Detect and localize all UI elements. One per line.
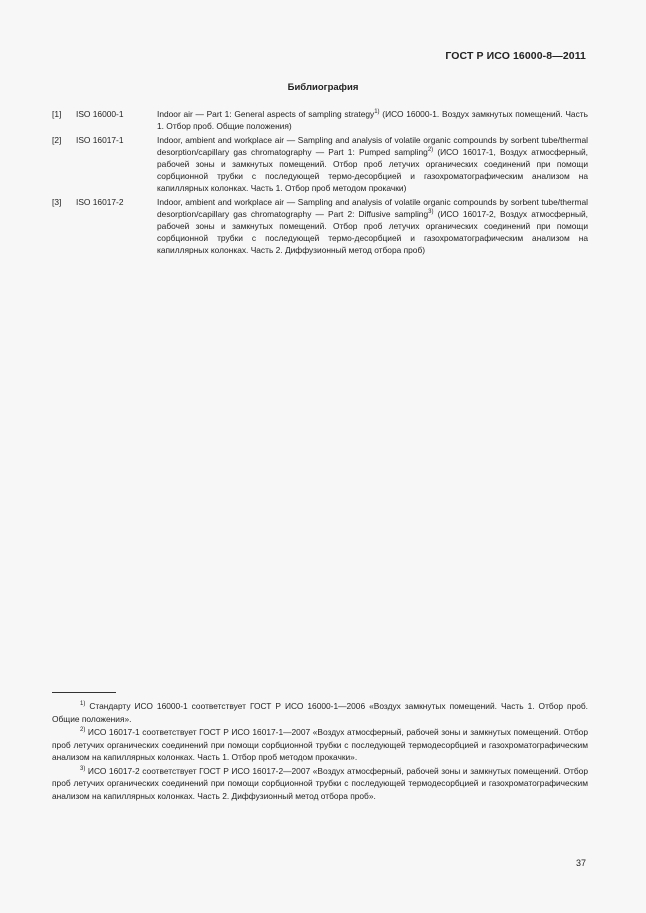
reference-text: [157, 108, 588, 132]
footnote-marker: 1): [80, 701, 86, 707]
footnote-text: Стандарту ИСО 16000-1 соответствует ГОСТ Р ИСО 16000-1—2006 «Воздух замкнутых помещений. Часть 1. Отбор проб. Общие положения».: [52, 701, 588, 724]
reference-text-main: Indoor air — Part 1: General aspects of sampling strategy: [157, 109, 375, 119]
footnote-marker: 3): [80, 765, 86, 772]
reference-item: [52, 108, 588, 132]
standard-header: ГОСТ Р ИСО 16000-8—2011: [445, 50, 586, 62]
footnote: [52, 700, 588, 725]
reference-text: [157, 196, 588, 256]
reference-item: [52, 196, 588, 256]
footnote: [52, 765, 588, 803]
reference-text-translation: (ИСО 16017-1, Воздух атмосферный, рабочей зоны и замкнутых помещений. Отбор проб летучих органических соединений при помощи сорбционной трубки с последующей термо-десорбцией и газохроматографическим анализом на капиллярных колонках. Часть 1. Отбор проб методом прокачки): [157, 147, 588, 193]
footnote-marker: 3): [428, 209, 434, 215]
reference-text-translation: (ИСО 16017-2, Воздух атмосферный, рабочей зоны и замкнутых помещений. Отбор проб летучих органических соединений при помощи сорбционной трубки с последующей термо-десорбцией и газохроматографическим анализом на капиллярных колонках. Часть 2. Диффузионный метод отбора проб): [157, 209, 588, 255]
reference-code: ISO 16000-1: [76, 109, 124, 119]
reference-number: [3]: [52, 197, 62, 207]
footnote-marker: 2): [80, 727, 86, 733]
reference-code: ISO 16017-2: [76, 197, 124, 207]
reference-list: [52, 108, 588, 258]
reference-text-main: Indoor, ambient and workplace air — Sampling and analysis of volatile organic compounds by sorbent tube/thermal desorption/capillary gas chromatography — Part 1: Pumped sampling: [157, 135, 588, 157]
footnote-marker: 1): [374, 109, 380, 115]
reference-text-main: Indoor, ambient and workplace air — Sampling and analysis of volatile organic compounds by sorbent tube/thermal desorption/capillary gas chromatography — Part 2: Diffusive sampling: [157, 197, 588, 219]
reference-text-translation: (ИСО 16000-1. Воздух замкнутых помещений. Часть 1. Отбор проб. Общие положения): [157, 109, 588, 131]
footnote: [52, 726, 588, 764]
footnote-separator: [52, 692, 116, 693]
reference-text: [157, 134, 588, 194]
bibliography-title: Библиография: [287, 82, 359, 93]
footnotes: [52, 700, 588, 803]
reference-item: [52, 134, 588, 194]
footnote-text: ИСО 16017-1 соответствует ГОСТ Р ИСО 16017-1—2007 «Воздух атмосферный, рабочей зоны и замкнутых помещений. Отбор проб летучих органических соединений при помощи сорбционной трубки с последующей термодесорбцией и газохроматографическим анализом на капиллярных колонках. Часть 1. Отбор проб методом прокачки».: [52, 727, 588, 762]
reference-code: ISO 16017-1: [76, 135, 124, 145]
reference-number: [2]: [52, 135, 62, 145]
footnote-marker: 2): [427, 147, 434, 153]
page-number: 37: [575, 858, 586, 868]
reference-number: [1]: [52, 109, 62, 119]
footnote-text: ИСО 16017-2 соответствует ГОСТ Р ИСО 16017-2—2007 «Воздух атмосферный, рабочей зоны и замкнутых помещений. Отбор проб летучих органических соединений при помощи сорбционной трубки с последующей термодесорбцией и газохроматографическим анализом на капиллярных колонках. Часть 2. Диффузионный метод отбора проб».: [52, 765, 588, 801]
